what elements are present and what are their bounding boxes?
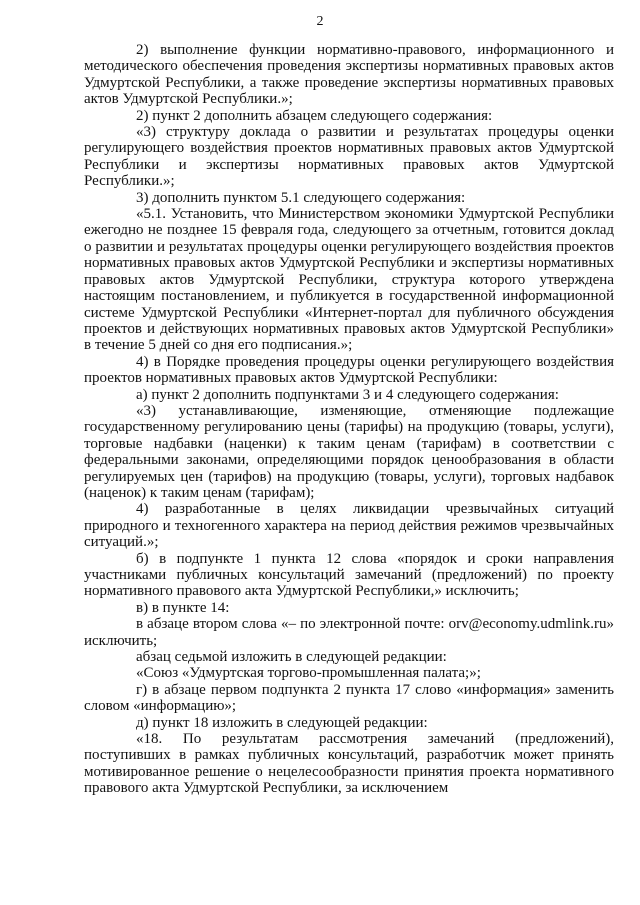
paragraph-subpoint-a: а) пункт 2 дополнить подпунктами 3 и 4 следующего содержания: [136, 386, 559, 403]
paragraph-point-18-text: «18. По результатам рассмотрения замечаний (предложений), поступивших в рамках публичных консультаций, разработчик может принять мотивированное решение о нецелесообразности принятия проекта нормативного правового акта Удмуртской Республики, за исключением [84, 731, 614, 797]
paragraph-chamber-of-commerce: «Союз «Удмуртская торгово-промышленная палата;»; [136, 665, 481, 682]
paragraph-subpoint-g: г) в абзаце первом подпункта 2 пункта 17 слово «информация» заменить словом «информацию»; [84, 681, 614, 715]
paragraph-subpoint-4-emergencies: 4) разработанные в целях ликвидации чрезвычайных ситуаций природного и техногенного характера на период действия режимов чрезвычайных ситуаций.»; [84, 501, 614, 551]
paragraph-subpoint-v: в) в пункте 14: [136, 599, 230, 616]
paragraph-point-5-1-text: «5.1. Установить, что Министерством экономики Удмуртской Республики ежегодно не позднее 15 февраля года, следующего за отчетным, готовится доклад о развитии и результатах процедуры оценки регулирующего воздействия проектов нормативных правовых актов Удмуртской Республики и экспертизы нормативных правовых актов Удмуртской Республики, структура которого утверждена настоящим постановлением, и публикуется в государственной информационной системе Удмуртской Республики «Интернет-портал для публичного обсуждения проектов и действующих нормативных правовых актов Удмуртской Республики» в течение 5 дней со дня его подписания.»; [84, 206, 614, 354]
paragraph-subpoint-3-prices: «3) устанавливающие, изменяющие, отменяющие подлежащие государственному регулированию цены (тарифы) на продукцию (товары, услуги), торговые надбавки (наценки) к таким ценам (тарифам) в соответствии с федеральными законами, определяющими порядок ценообразования в области регулируемых цен (тарифов) на продукцию (товары, услуги), торговых надбавок (наценок) к таким ценам (тарифам); [84, 402, 614, 501]
paragraph-subpoint-b: б) в подпункте 1 пункта 12 слова «порядок и сроки направления участниками публичных консультаций замечаний (предложений) по проекту нормативного правового акта Удмуртской Республики,» исключить; [84, 550, 614, 600]
paragraph-procedure-amendments: 4) в Порядке проведения процедуры оценки регулирующего воздействия проектов нормативных правовых актов Удмуртской Республики: [84, 353, 614, 387]
paragraph-subpoint-d: д) пункт 18 изложить в следующей редакции: [136, 714, 428, 731]
paragraph-amend-point-2: 2) пункт 2 дополнить абзацем следующего содержания: [136, 107, 493, 124]
document-body [84, 42, 614, 797]
paragraph-report-structure: «3) структуру доклада о развитии и результатах процедуры оценки регулирующего воздействия проектов нормативных правовых актов Удмуртской Республики и экспертизы нормативных правовых актов Удмуртской Республики.»; [84, 124, 614, 190]
paragraph-seventh-abzac: абзац седьмой изложить в следующей редакции: [136, 649, 447, 666]
paragraph-add-point-5-1: 3) дополнить пунктом 5.1 следующего содержания: [136, 189, 466, 206]
paragraph-item-2-clause: 2) выполнение функции нормативно-правового, информационного и методического обеспечения проведения экспертизы нормативных правовых актов Удмуртской Республики, а также проведение экспертизы нормативных правовых актов Удмуртской Республики.»; [84, 42, 614, 108]
page-number: 2 [316, 14, 324, 29]
paragraph-email-removal: в абзаце втором слова «– по электронной почте: orv@economy.udmlink.ru» исключить; [84, 616, 614, 649]
